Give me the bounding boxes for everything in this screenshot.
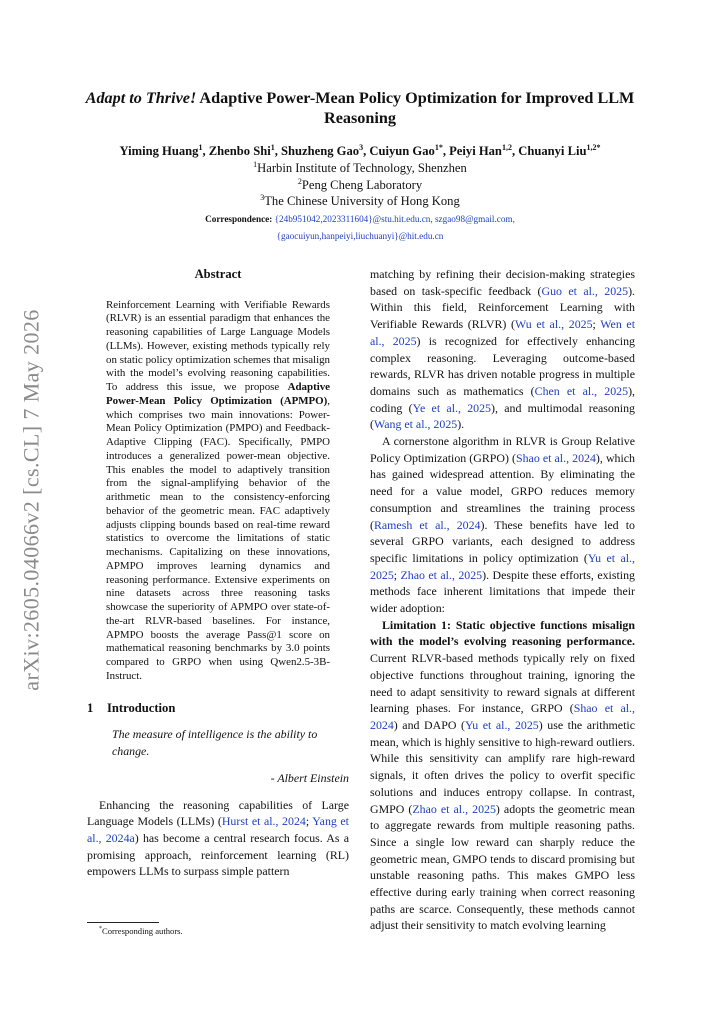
paper-title bbox=[80, 88, 640, 128]
correspondence-email[interactable]: {24b951042,2023311604}@stu.hit.edu.cn, szgao98@gmail.com, bbox=[274, 214, 515, 224]
abstract-text: , which comprises two main innovations: Power-Mean Policy Optimization (PMPO) and Feedback-Adaptive Clipping (FAC). Specifically, PMPO introduces a generalized power-mean objective. This enables the model to adaptively transition from the signal-amplifying behavior of the arithmetic mean to the consistency-enforcing behavior of the geometric mean. FAC adaptively adjusts clipping bounds based on real-time reward statistics to overcome the limitations of static mechanisms. Capitalizing on these innovations, APMPO improves learning dynamics and reasoning performance. Extensive experiments on nine datasets across three reasoning tasks showcase the superiority of APMPO over state-of-the-art RLVR-based baselines. For instance, APMPO boosts the average Pass@1 score on mathematical reasoning benchmarks by 3.0 points compared to GRPO when using Qwen2.5-3B-Instruct. bbox=[106, 394, 330, 682]
correspondence-email[interactable]: {gaocuiyun,hanpeiyi,liuchuanyi}@hit.edu.cn bbox=[276, 231, 444, 241]
title-italic: Adapt to Thrive! bbox=[85, 89, 197, 107]
author: Cuiyun Gao bbox=[369, 144, 435, 159]
affiliation bbox=[160, 177, 560, 193]
affiliation-mark: 1 bbox=[253, 160, 258, 169]
affiliation-name: Harbin Institute of Technology, Shenzhen bbox=[257, 161, 467, 176]
footnote-text: Corresponding authors. bbox=[102, 926, 183, 936]
intro-paragraph: A cornerstone algorithm in RLVR is Group Relative Policy Optimization (GRPO) (Shao et al., 2024), which has gained widespread attention. By eliminating the need for a value model, GRPO reduces memory consumption and streamlines the training process (Ramesh et al., 2024). These benefits have led to several GRPO variants, each designed to address specific limitations in policy optimization (Yu et al., 2025; Zhao et al., 2025). Despite these efforts, existing methods face inherent limitations that impede their wider adoption: bbox=[370, 434, 635, 616]
citation-link[interactable]: Zhao et al., 2025 bbox=[400, 567, 483, 582]
epigraph: The measure of intelligence is the ability to change. bbox=[112, 727, 318, 759]
author: Zhenbo Shi bbox=[208, 144, 271, 159]
epigraph-author: - Albert Einstein bbox=[270, 770, 349, 785]
citation-link[interactable]: Yu et al., 2025 bbox=[370, 550, 635, 582]
citation-link[interactable]: Shao et al., 2024 bbox=[370, 701, 635, 732]
title-rest: Adaptive Power-Mean Policy Optimization for Improved LLM Reasoning bbox=[199, 89, 635, 127]
author-list: Yiming Huang$^1$, Zhenbo Shi$^1$, Shuzheng Gao$^3$, Cuiyun Gao$^{1*}$, Peiyi Han$^{1,2}$, Chuanyi Liu$^{1,2*}$ bbox=[119, 143, 601, 159]
author-mark: 1 bbox=[270, 143, 275, 152]
left-column bbox=[87, 266, 349, 880]
citation-link[interactable]: Ye et al., 2025 bbox=[412, 400, 492, 415]
abstract-text: Reinforcement Learning with Verifiable Rewards (RLVR) is an essential paradigm that enhances the reasoning capabilities of Large Language Models (LLMs). However, existing methods typically rely on static policy optimization schemes that misalign with the model’s evolving reasoning capabilities. To address this issue, we propose bbox=[106, 298, 330, 394]
citation-link[interactable]: Wen et al., 2025 bbox=[370, 317, 636, 348]
author-mark: 1,2 bbox=[501, 143, 512, 152]
citation-link[interactable]: Chen et al., 2025 bbox=[534, 383, 629, 398]
limitation-paragraph: Limitation 1: Static objective functions misalign with the model’s evolving reasoning performance. Current RLVR-based methods typically rely on fixed objective functions throughout training, ignoring the need to adapt sensitivity to reward signals at different learning phases. For instance, GRPO (Shao et al., 2024) and DAPO (Yu et al., 2025) use the arithmetic mean, which is highly sensitive to high-reward outliers. While this sensitivity can amplify rare high-reward signals, it often drives the policy to overfit specific solutions and induces entropy collapse. In contrast, GMPO (Zhao et al., 2025) adopts the geometric mean to aggregate rewards from multiple reasoning paths. Since a single low reward can sharply reduce the geometric mean, GMPO tends to discard promising but unstable reasoning paths. This makes GMPO less effective during early training when correct reasoning paths are scarce. Consequently, these methods cannot adjust their sensitivity to match evolving learning bbox=[370, 617, 635, 933]
author: Shuzheng Gao bbox=[281, 144, 360, 159]
affiliation-name: Peng Cheng Laboratory bbox=[301, 178, 423, 193]
author: Yiming Huang bbox=[119, 144, 199, 159]
correspondence-label: Correspondence: bbox=[205, 214, 273, 224]
author-mark: 1 bbox=[198, 143, 203, 152]
citation-link[interactable]: Guo et al., 2025 bbox=[541, 283, 629, 298]
section-number: 1 bbox=[87, 700, 94, 715]
citation-link[interactable]: Yang et al., 2024a bbox=[87, 814, 349, 845]
footnote-rule bbox=[87, 922, 159, 923]
section-heading bbox=[87, 700, 349, 717]
abstract-heading: Abstract bbox=[194, 267, 242, 281]
author: Peiyi Han bbox=[449, 144, 502, 159]
citation-link[interactable]: Ramesh et al., 2024 bbox=[373, 517, 481, 532]
affiliation-name: The Chinese University of Hong Kong bbox=[264, 194, 460, 209]
limitation-heading: Limitation 1: Static objective functions misalign with the model’s evolving reasoning performance. bbox=[370, 617, 635, 649]
affiliation bbox=[160, 193, 560, 209]
section-title: Introduction bbox=[107, 700, 176, 715]
intro-paragraph: matching by refining their decision-making strategies based on task-specific feedback (Guo et al., 2025). Within this field, Reinforcement Learning with Verifiable Rewards (RLVR) (Wu et al., 2025; Wen et al., 2025) is recognized for effectively enhancing complex reasoning. Leveraging outcome-based rewards, RLVR has driven notable progress in multiple domains such as mathematics (Chen et al., 2025), coding (Ye et al., 2025), and multimodal reasoning (Wang et al., 2025). bbox=[370, 267, 636, 432]
author-mark: 1* bbox=[434, 143, 443, 152]
right-column bbox=[370, 266, 635, 934]
correspondence bbox=[90, 211, 630, 245]
affiliation bbox=[160, 160, 560, 176]
citation-link[interactable]: Hurst et al., 2024 bbox=[221, 814, 306, 829]
citation-link[interactable]: Zhao et al., 2025 bbox=[412, 801, 496, 816]
citation-link[interactable]: Wu et al., 2025 bbox=[514, 317, 593, 332]
abstract-body bbox=[106, 299, 330, 684]
author-mark: 1,2* bbox=[586, 143, 601, 152]
citation-link[interactable]: Shao et al., 2024 bbox=[515, 450, 596, 465]
footnote-mark: * bbox=[99, 926, 102, 933]
intro-paragraph: Enhancing the reasoning capabilities of Large Language Models (LLMs) (Hurst et al., 2024; Yang et al., 2024a) has become a central research focus. As a promising approach, reinforcement learning (RL) empowers LLMs to surpass simple pattern bbox=[87, 797, 349, 879]
arxiv-identifier: arXiv:2605.04066v2 [cs.CL] 7 May 2026 bbox=[19, 309, 45, 691]
author-mark: 3 bbox=[359, 143, 364, 152]
citation-link[interactable]: Yu et al., 2025 bbox=[464, 717, 539, 732]
footnote bbox=[99, 926, 183, 936]
affiliation-mark: 3 bbox=[260, 193, 265, 202]
author: Chuanyi Liu bbox=[518, 144, 587, 159]
citation-link[interactable]: Wang et al., 2025 bbox=[373, 417, 458, 432]
affiliation-mark: 2 bbox=[297, 177, 302, 186]
abstract-method-name: Adaptive Power-Mean Policy Optimization (APMPO) bbox=[106, 381, 330, 407]
